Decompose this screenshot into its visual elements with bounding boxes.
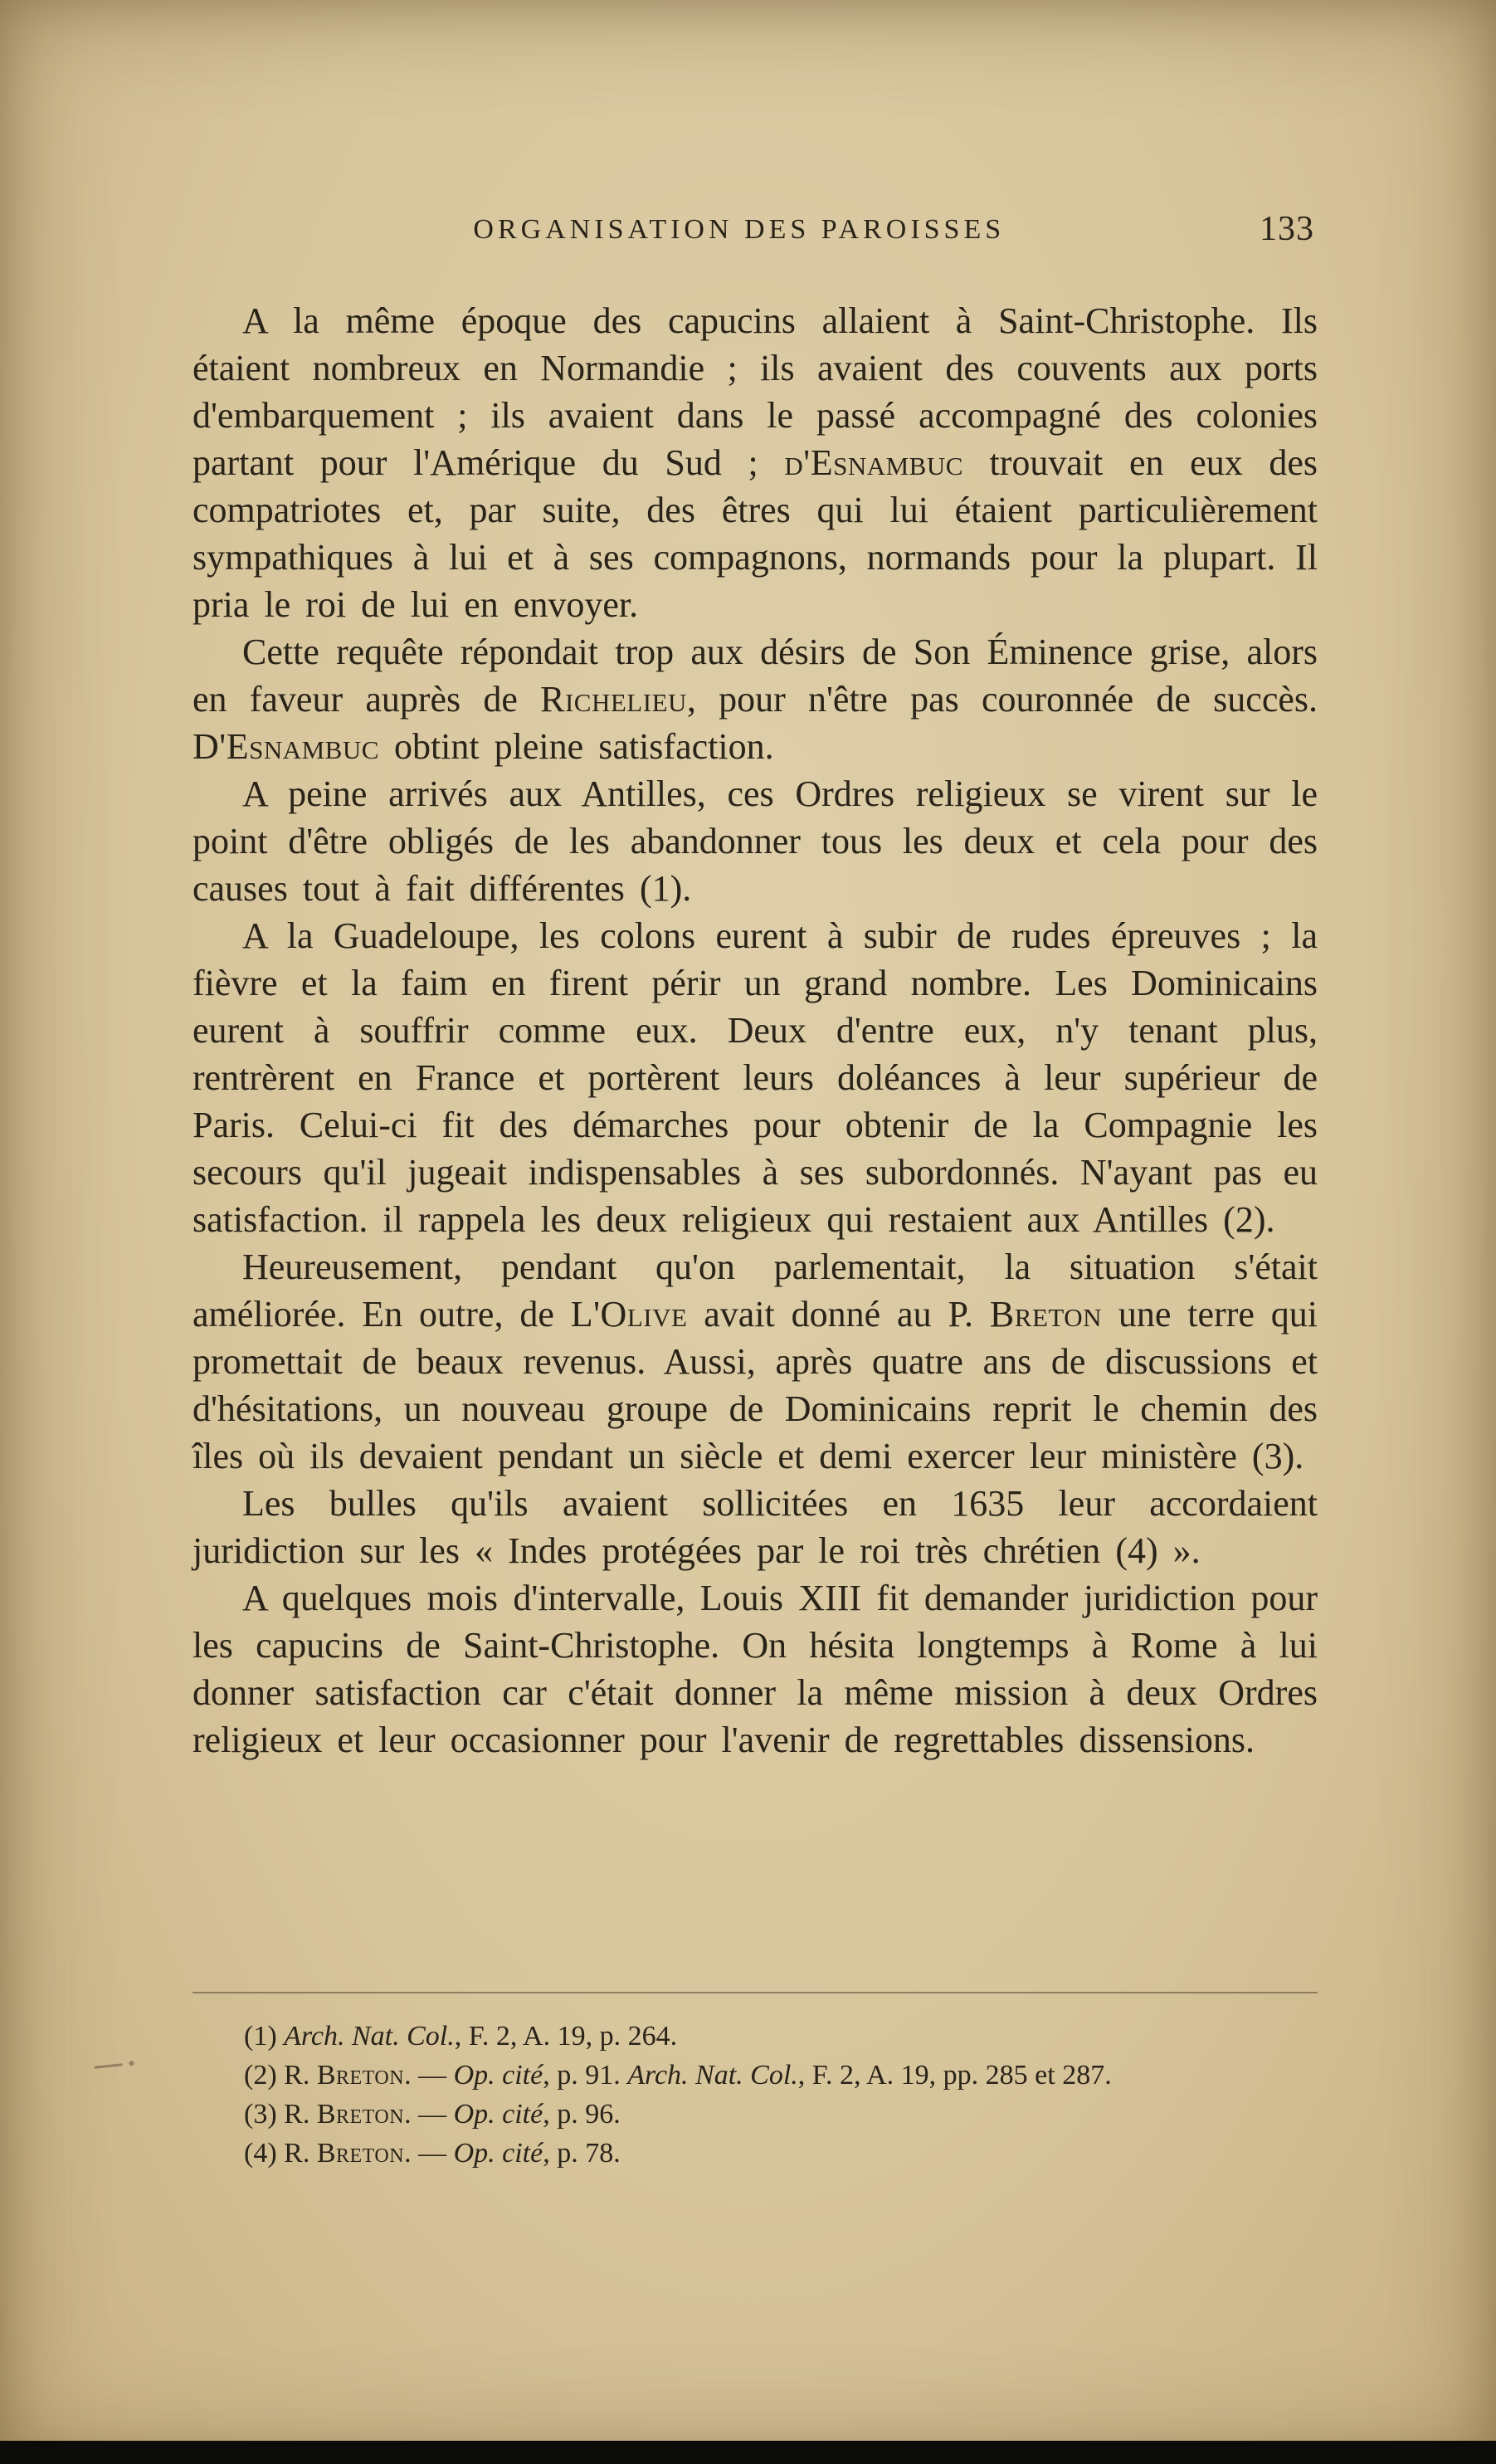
smallcaps-name: Breton [316,2060,405,2091]
text-run: , p. 91. [543,2060,628,2091]
scan-edge-bar [0,2441,1496,2464]
paragraph [192,628,1318,770]
text-run: avait donné au P. [687,1294,990,1334]
page-content [192,209,1318,1764]
footnote [192,2017,1318,2056]
footnote-separator [192,1992,1318,1993]
text-run: (4) R. [244,2138,317,2169]
paragraph [192,770,1318,912]
text-run: (3) R. [244,2099,317,2130]
text-run: trouvait en eux des compatriotes et, par suite, des êtres qui lui étaient particulièrement sympathiques à lui et à ses compagnons, normands pour la plupart. Il pria le roi de lui en envoyer. [192,442,1318,625]
footnote-area [192,1992,1318,2173]
paragraph [192,1480,1318,1574]
smallcaps-name: Breton [316,2099,405,2130]
text-run: A la même époque des capucins allaient à Saint-Christophe. Ils étaient nombreux en Normandie ; ils avaient des couvents aux ports d'embarquement ; ils avaient dans le passé accompagné des colonies partant pour l'Amérique du Sud ; [192,300,1318,483]
italic-text: Op. cité [453,2099,543,2130]
text-run: . — [404,2060,454,2091]
text-run: , p. 78. [543,2138,621,2169]
italic-text: Arch. Nat. Col. [284,2021,455,2052]
text-run: , F. 2, A. 19, p. 264. [454,2021,678,2052]
paragraph [192,912,1318,1243]
page-number: 133 [1260,210,1314,248]
text-run: (2) R. [244,2060,317,2091]
page-header [192,209,1318,262]
footnotes [192,2017,1318,2173]
text-run: Les bulles qu'ils avaient sollicitées en 1635 leur accordaient juridiction sur les « Indes protégées par le roi très chrétien (4) ». [192,1483,1318,1571]
text-run: obtint pleine satisfaction. [378,726,774,767]
footnote [192,2095,1318,2134]
text-run: , pour n'être pas couronnée de succès. [686,679,1318,720]
text-run: . — [404,2099,454,2130]
text-run: Cette requête répondait trop aux désirs de Son Éminence grise, alors en faveur auprès de [192,632,1318,720]
footnote [192,2056,1318,2095]
italic-text: Arch. Nat. Col. [627,2060,798,2091]
text-run: une terre qui promettait de beaux revenus. Aussi, après quatre ans de discussions et d'hésitations, un nouveau groupe de Dominicains reprit le chemin des îles où ils devaient pendant un siècle et demi exercer leur ministère (3). [192,1294,1318,1476]
running-title: ORGANISATION DES PAROISSES [473,214,1006,245]
paragraph [192,1243,1318,1480]
text-run: , p. 96. [543,2099,621,2130]
italic-text: Op. cité [453,2060,543,2091]
pencil-mark [95,2063,124,2074]
smallcaps-name: d'Esnambuc [784,442,963,483]
text-run: A quelques mois d'intervalle, Louis XIII fit demander juridiction pour les capucins de Saint-Christophe. On hésita longtemps à Rome à lui donner satisfaction car c'était donner la même mission à deux Ordres religieux et leur occasionner pour l'avenir de regrettables dissensions. [192,1578,1318,1760]
text-run: A la Guadeloupe, les colons eurent à subir de rudes épreuves ; la fièvre et la faim en firent périr un grand nombre. Les Dominicains eurent à souffrir comme eux. Deux d'entre eux, n'y tenant plus, rentrèrent en France et portèrent leurs doléances à leur supérieur de Paris. Celui-ci fit des démarches pour obtenir de la Compagnie les secours qu'il jugeait indispensables à ses subordonnés. N'ayant pas eu satisfaction. il rappela les deux religieux qui restaient aux Antilles (2). [192,915,1318,1240]
text-run: Heureusement, pendant qu'on parlementait, la situation s'était améliorée. En outre, de [192,1247,1318,1334]
paragraph [192,1574,1318,1764]
text-run: . — [404,2138,454,2169]
smallcaps-name: D'Esnambuc [192,726,379,767]
footnote [192,2134,1318,2173]
text-run: , F. 2, A. 19, pp. 285 et 287. [797,2060,1112,2091]
smallcaps-name: Breton [316,2138,405,2169]
smallcaps-name: Breton [989,1294,1103,1334]
smallcaps-name: L'Olive [570,1294,688,1334]
text-run: A peine arrivés aux Antilles, ces Ordres religieux se virent sur le point d'être obligés de les abandonner tous les deux et cela pour des causes tout à fait différentes (1). [192,773,1318,909]
italic-text: Op. cité [453,2138,543,2169]
paragraph [192,297,1318,628]
smallcaps-name: Richelieu [540,679,687,720]
text-run: (1) [244,2021,285,2052]
body-text [192,297,1318,1764]
